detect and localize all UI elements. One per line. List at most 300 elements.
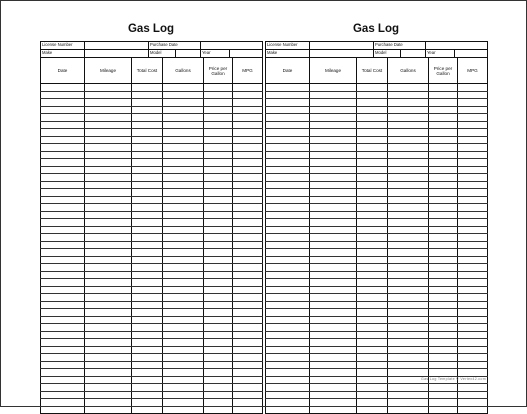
price-per-gallon-cell[interactable] [429,159,458,167]
price-per-gallon-cell[interactable] [429,339,458,347]
gallons-cell[interactable] [388,391,429,399]
price-per-gallon-cell[interactable] [204,144,233,152]
mileage-cell[interactable] [310,286,357,294]
price-per-gallon-cell[interactable] [429,204,458,212]
mileage-cell[interactable] [310,151,357,159]
price-per-gallon-cell[interactable] [204,256,233,264]
mileage-cell[interactable] [85,279,132,287]
total-cost-cell[interactable] [132,106,163,114]
price-per-gallon-cell[interactable] [204,361,233,369]
total-cost-cell[interactable] [132,406,163,414]
gallons-cell[interactable] [163,136,204,144]
gallons-cell[interactable] [388,91,429,99]
mileage-cell[interactable] [310,84,357,92]
price-per-gallon-cell[interactable] [429,264,458,272]
mileage-cell[interactable] [85,301,132,309]
date-cell[interactable] [266,174,310,182]
date-cell[interactable] [266,189,310,197]
mileage-cell[interactable] [85,331,132,339]
mileage-cell[interactable] [85,249,132,257]
total-cost-cell[interactable] [132,99,163,107]
mpg-cell[interactable] [458,234,488,242]
gallons-cell[interactable] [388,106,429,114]
gallons-cell[interactable] [163,406,204,414]
mpg-cell[interactable] [233,249,263,257]
gallons-cell[interactable] [388,256,429,264]
total-cost-cell[interactable] [132,294,163,302]
date-cell[interactable] [266,99,310,107]
price-per-gallon-cell[interactable] [204,339,233,347]
total-cost-cell[interactable] [132,114,163,122]
gallons-cell[interactable] [388,361,429,369]
date-cell[interactable] [41,309,85,317]
mileage-cell[interactable] [85,361,132,369]
total-cost-cell[interactable] [132,331,163,339]
total-cost-cell[interactable] [357,271,388,279]
date-cell[interactable] [266,84,310,92]
mpg-cell[interactable] [458,211,488,219]
date-cell[interactable] [41,196,85,204]
gallons-cell[interactable] [388,316,429,324]
price-per-gallon-cell[interactable] [429,271,458,279]
mpg-cell[interactable] [458,361,488,369]
mpg-cell[interactable] [233,286,263,294]
mileage-cell[interactable] [310,144,357,152]
total-cost-cell[interactable] [132,219,163,227]
gallons-cell[interactable] [388,234,429,242]
mpg-cell[interactable] [458,114,488,122]
mpg-cell[interactable] [233,159,263,167]
total-cost-cell[interactable] [132,376,163,384]
total-cost-cell[interactable] [357,234,388,242]
gallons-cell[interactable] [163,316,204,324]
mpg-cell[interactable] [233,234,263,242]
mpg-cell[interactable] [458,286,488,294]
date-cell[interactable] [41,354,85,362]
mpg-cell[interactable] [233,219,263,227]
date-cell[interactable] [266,376,310,384]
date-cell[interactable] [41,331,85,339]
mileage-cell[interactable] [85,376,132,384]
price-per-gallon-cell[interactable] [204,279,233,287]
mpg-cell[interactable] [458,106,488,114]
date-cell[interactable] [41,151,85,159]
mpg-cell[interactable] [458,339,488,347]
mpg-cell[interactable] [458,196,488,204]
mpg-cell[interactable] [233,211,263,219]
price-per-gallon-cell[interactable] [429,256,458,264]
mileage-cell[interactable] [85,84,132,92]
date-cell[interactable] [266,369,310,377]
price-per-gallon-cell[interactable] [429,219,458,227]
price-per-gallon-cell[interactable] [429,384,458,392]
date-cell[interactable] [266,264,310,272]
total-cost-cell[interactable] [357,294,388,302]
price-per-gallon-cell[interactable] [429,406,458,414]
price-per-gallon-cell[interactable] [204,294,233,302]
price-per-gallon-cell[interactable] [204,84,233,92]
mileage-cell[interactable] [85,129,132,137]
mpg-cell[interactable] [233,301,263,309]
date-cell[interactable] [41,99,85,107]
mileage-cell[interactable] [310,99,357,107]
gallons-cell[interactable] [388,219,429,227]
total-cost-cell[interactable] [357,369,388,377]
mileage-cell[interactable] [85,211,132,219]
mileage-cell[interactable] [85,316,132,324]
gallons-cell[interactable] [163,226,204,234]
mpg-cell[interactable] [458,121,488,129]
total-cost-cell[interactable] [132,91,163,99]
mpg-cell[interactable] [233,121,263,129]
gallons-cell[interactable] [388,226,429,234]
mpg-cell[interactable] [233,316,263,324]
gallons-cell[interactable] [388,249,429,257]
mileage-cell[interactable] [85,384,132,392]
total-cost-cell[interactable] [357,309,388,317]
mileage-cell[interactable] [85,399,132,407]
mpg-cell[interactable] [233,91,263,99]
mpg-cell[interactable] [458,331,488,339]
mpg-cell[interactable] [233,361,263,369]
mpg-cell[interactable] [233,279,263,287]
date-cell[interactable] [266,91,310,99]
price-per-gallon-cell[interactable] [204,241,233,249]
mileage-cell[interactable] [310,91,357,99]
mpg-cell[interactable] [233,391,263,399]
mpg-cell[interactable] [233,189,263,197]
purchase-date-field[interactable] [426,42,488,50]
date-cell[interactable] [266,354,310,362]
total-cost-cell[interactable] [132,309,163,317]
total-cost-cell[interactable] [357,166,388,174]
mileage-cell[interactable] [310,331,357,339]
gallons-cell[interactable] [163,144,204,152]
price-per-gallon-cell[interactable] [204,91,233,99]
date-cell[interactable] [41,189,85,197]
price-per-gallon-cell[interactable] [204,271,233,279]
date-cell[interactable] [41,241,85,249]
gallons-cell[interactable] [388,144,429,152]
mileage-cell[interactable] [310,121,357,129]
mpg-cell[interactable] [233,309,263,317]
mpg-cell[interactable] [233,166,263,174]
total-cost-cell[interactable] [357,106,388,114]
mpg-cell[interactable] [458,189,488,197]
mileage-cell[interactable] [310,219,357,227]
mpg-cell[interactable] [233,354,263,362]
mpg-cell[interactable] [233,196,263,204]
mpg-cell[interactable] [458,204,488,212]
price-per-gallon-cell[interactable] [204,219,233,227]
date-cell[interactable] [266,391,310,399]
gallons-cell[interactable] [163,189,204,197]
date-cell[interactable] [266,106,310,114]
date-cell[interactable] [266,144,310,152]
date-cell[interactable] [266,361,310,369]
mpg-cell[interactable] [458,346,488,354]
date-cell[interactable] [41,316,85,324]
price-per-gallon-cell[interactable] [204,151,233,159]
date-cell[interactable] [266,286,310,294]
purchase-date-field[interactable] [201,42,263,50]
price-per-gallon-cell[interactable] [204,211,233,219]
mileage-cell[interactable] [85,151,132,159]
price-per-gallon-cell[interactable] [204,384,233,392]
mpg-cell[interactable] [233,324,263,332]
date-cell[interactable] [266,159,310,167]
total-cost-cell[interactable] [132,151,163,159]
price-per-gallon-cell[interactable] [429,234,458,242]
total-cost-cell[interactable] [357,151,388,159]
date-cell[interactable] [266,324,310,332]
gallons-cell[interactable] [388,99,429,107]
total-cost-cell[interactable] [132,271,163,279]
price-per-gallon-cell[interactable] [204,129,233,137]
total-cost-cell[interactable] [132,256,163,264]
gallons-cell[interactable] [388,346,429,354]
total-cost-cell[interactable] [132,159,163,167]
gallons-cell[interactable] [163,106,204,114]
mpg-cell[interactable] [458,181,488,189]
total-cost-cell[interactable] [132,286,163,294]
date-cell[interactable] [41,399,85,407]
mpg-cell[interactable] [458,324,488,332]
mileage-cell[interactable] [310,271,357,279]
price-per-gallon-cell[interactable] [429,241,458,249]
price-per-gallon-cell[interactable] [204,234,233,242]
mileage-cell[interactable] [310,391,357,399]
gallons-cell[interactable] [388,286,429,294]
date-cell[interactable] [41,384,85,392]
date-cell[interactable] [266,294,310,302]
gallons-cell[interactable] [163,256,204,264]
mpg-cell[interactable] [458,144,488,152]
total-cost-cell[interactable] [132,234,163,242]
total-cost-cell[interactable] [357,181,388,189]
date-cell[interactable] [266,114,310,122]
date-cell[interactable] [41,339,85,347]
price-per-gallon-cell[interactable] [429,189,458,197]
date-cell[interactable] [41,234,85,242]
total-cost-cell[interactable] [357,354,388,362]
gallons-cell[interactable] [163,151,204,159]
mileage-cell[interactable] [310,204,357,212]
total-cost-cell[interactable] [132,196,163,204]
date-cell[interactable] [266,249,310,257]
mpg-cell[interactable] [458,384,488,392]
total-cost-cell[interactable] [357,174,388,182]
mpg-cell[interactable] [458,301,488,309]
total-cost-cell[interactable] [357,279,388,287]
price-per-gallon-cell[interactable] [204,174,233,182]
date-cell[interactable] [266,316,310,324]
date-cell[interactable] [266,271,310,279]
gallons-cell[interactable] [388,279,429,287]
mileage-cell[interactable] [85,286,132,294]
mileage-cell[interactable] [85,106,132,114]
price-per-gallon-cell[interactable] [429,399,458,407]
mpg-cell[interactable] [458,369,488,377]
license-number-field[interactable] [85,42,149,50]
mileage-cell[interactable] [310,279,357,287]
mileage-cell[interactable] [310,346,357,354]
mileage-cell[interactable] [310,181,357,189]
date-cell[interactable] [41,324,85,332]
mpg-cell[interactable] [458,159,488,167]
total-cost-cell[interactable] [357,226,388,234]
mpg-cell[interactable] [458,271,488,279]
mileage-cell[interactable] [310,189,357,197]
mileage-cell[interactable] [310,369,357,377]
date-cell[interactable] [266,121,310,129]
price-per-gallon-cell[interactable] [429,196,458,204]
price-per-gallon-cell[interactable] [429,286,458,294]
date-cell[interactable] [41,256,85,264]
price-per-gallon-cell[interactable] [429,99,458,107]
mpg-cell[interactable] [458,166,488,174]
date-cell[interactable] [266,234,310,242]
mpg-cell[interactable] [458,294,488,302]
mileage-cell[interactable] [85,339,132,347]
mileage-cell[interactable] [310,354,357,362]
price-per-gallon-cell[interactable] [429,166,458,174]
mileage-cell[interactable] [85,159,132,167]
gallons-cell[interactable] [388,136,429,144]
mpg-cell[interactable] [233,241,263,249]
gallons-cell[interactable] [388,174,429,182]
gallons-cell[interactable] [163,166,204,174]
gallons-cell[interactable] [388,204,429,212]
mileage-cell[interactable] [85,226,132,234]
total-cost-cell[interactable] [357,129,388,137]
mileage-cell[interactable] [310,166,357,174]
gallons-cell[interactable] [163,391,204,399]
price-per-gallon-cell[interactable] [429,354,458,362]
gallons-cell[interactable] [163,159,204,167]
total-cost-cell[interactable] [132,204,163,212]
date-cell[interactable] [266,129,310,137]
mileage-cell[interactable] [85,271,132,279]
mileage-cell[interactable] [85,144,132,152]
total-cost-cell[interactable] [357,144,388,152]
mileage-cell[interactable] [310,106,357,114]
price-per-gallon-cell[interactable] [204,331,233,339]
price-per-gallon-cell[interactable] [429,346,458,354]
mileage-cell[interactable] [310,316,357,324]
mileage-cell[interactable] [85,406,132,414]
total-cost-cell[interactable] [357,84,388,92]
price-per-gallon-cell[interactable] [204,391,233,399]
gallons-cell[interactable] [163,346,204,354]
mileage-cell[interactable] [85,219,132,227]
price-per-gallon-cell[interactable] [429,144,458,152]
mileage-cell[interactable] [310,264,357,272]
gallons-cell[interactable] [388,301,429,309]
date-cell[interactable] [41,166,85,174]
mileage-cell[interactable] [85,204,132,212]
price-per-gallon-cell[interactable] [204,166,233,174]
mpg-cell[interactable] [233,84,263,92]
price-per-gallon-cell[interactable] [429,121,458,129]
mpg-cell[interactable] [458,406,488,414]
mpg-cell[interactable] [458,256,488,264]
price-per-gallon-cell[interactable] [204,99,233,107]
total-cost-cell[interactable] [357,256,388,264]
price-per-gallon-cell[interactable] [429,294,458,302]
total-cost-cell[interactable] [132,84,163,92]
date-cell[interactable] [266,241,310,249]
mpg-cell[interactable] [233,406,263,414]
total-cost-cell[interactable] [357,324,388,332]
mpg-cell[interactable] [458,399,488,407]
price-per-gallon-cell[interactable] [204,189,233,197]
mileage-cell[interactable] [85,91,132,99]
mileage-cell[interactable] [85,256,132,264]
date-cell[interactable] [41,144,85,152]
mileage-cell[interactable] [85,354,132,362]
mpg-cell[interactable] [233,99,263,107]
date-cell[interactable] [41,211,85,219]
mileage-cell[interactable] [310,256,357,264]
mileage-cell[interactable] [310,376,357,384]
total-cost-cell[interactable] [132,384,163,392]
price-per-gallon-cell[interactable] [204,106,233,114]
price-per-gallon-cell[interactable] [429,84,458,92]
price-per-gallon-cell[interactable] [204,181,233,189]
mpg-cell[interactable] [458,129,488,137]
mpg-cell[interactable] [458,354,488,362]
date-cell[interactable] [266,196,310,204]
gallons-cell[interactable] [388,189,429,197]
date-cell[interactable] [266,279,310,287]
date-cell[interactable] [41,219,85,227]
total-cost-cell[interactable] [132,391,163,399]
total-cost-cell[interactable] [357,136,388,144]
mileage-cell[interactable] [310,174,357,182]
price-per-gallon-cell[interactable] [204,114,233,122]
mpg-cell[interactable] [233,204,263,212]
gallons-cell[interactable] [388,129,429,137]
gallons-cell[interactable] [388,339,429,347]
gallons-cell[interactable] [388,114,429,122]
price-per-gallon-cell[interactable] [204,121,233,129]
price-per-gallon-cell[interactable] [204,286,233,294]
mileage-cell[interactable] [310,324,357,332]
mileage-cell[interactable] [310,384,357,392]
price-per-gallon-cell[interactable] [204,159,233,167]
mpg-cell[interactable] [233,264,263,272]
mileage-cell[interactable] [310,301,357,309]
price-per-gallon-cell[interactable] [429,174,458,182]
gallons-cell[interactable] [163,331,204,339]
mileage-cell[interactable] [85,181,132,189]
total-cost-cell[interactable] [132,316,163,324]
mileage-cell[interactable] [310,339,357,347]
date-cell[interactable] [266,339,310,347]
price-per-gallon-cell[interactable] [204,226,233,234]
mileage-cell[interactable] [85,369,132,377]
price-per-gallon-cell[interactable] [204,204,233,212]
gallons-cell[interactable] [388,151,429,159]
gallons-cell[interactable] [388,271,429,279]
price-per-gallon-cell[interactable] [204,316,233,324]
price-per-gallon-cell[interactable] [429,391,458,399]
mileage-cell[interactable] [85,391,132,399]
gallons-cell[interactable] [388,166,429,174]
mpg-cell[interactable] [233,151,263,159]
mpg-cell[interactable] [458,391,488,399]
